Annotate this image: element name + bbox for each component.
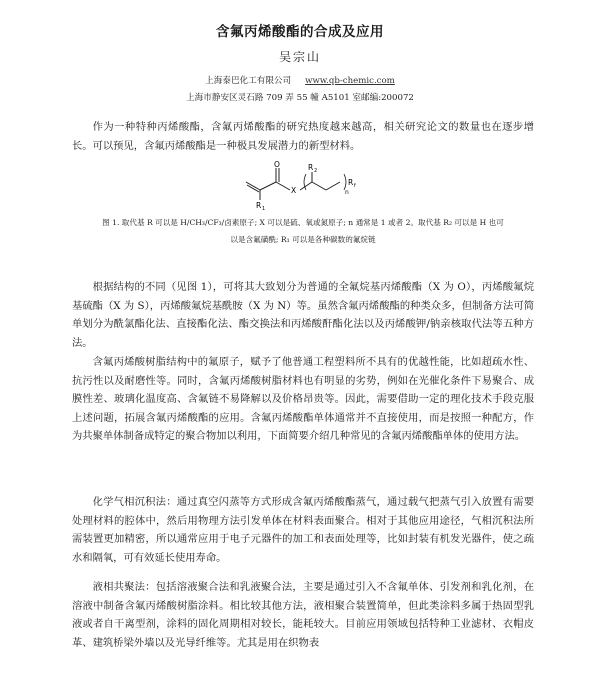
- liquid-heading: 液相共聚法：: [92, 581, 156, 593]
- caption-line-2: 以是含氟磺酰; R₁ 可以是各种碳数的氟烷链: [230, 235, 376, 244]
- n-subscript: n: [345, 189, 349, 196]
- rf-subscript: f: [354, 183, 356, 189]
- cvd-heading: 化学气相沉积法：: [92, 496, 177, 508]
- cvd-text: 通过真空闪蒸等方式形成含氟丙烯酸酯蒸气，通过载气把蒸气引入放置有需要处理材料的腔体中，然后用物理方法引发单体在材料表面聚合。相对于其他应用途径，气相沉积法所需装置更加精密，所以通常应用于电子元器件的加工和表面处理等，比如封装有机发光器件，使之疏水和隔氧，可有效延长使用寿命。: [72, 496, 535, 564]
- figure-caption: [72, 214, 534, 248]
- body-paragraph-properties: 含氟丙烯酸树脂结构中的氟原子，赋予了他普通工程塑料所不具有的优越性能，比如超疏水性、抗污性以及耐磨性等。同时，含氟丙烯酸树脂材料也有明显的劣势，例如在光催化条件下易聚合、成膜性差、玻璃化温度高、含氟链不易降解以及价格昂贵等。因此，需要借助一定的理化技术手段克服上述问题，拓展含氟丙烯酸酯的应用。含氟丙烯酸酯单体通常并不直接使用，而是按照一种配方，作为共聚单体制备成特定的聚合物加以利用，下面简要介绍几种常见的含氟丙烯酸酯单体的使用方法。: [72, 356, 534, 443]
- intro-paragraph: 作为一种特种丙烯酸酯，含氟丙烯酸酯的研究热度越来越高，相关研究论文的数量也在逐步增长。可以预见，含氟丙烯酸酯是一种极具发展潜力的新型材料。: [72, 121, 534, 152]
- body-paragraph-liquid: [72, 578, 534, 652]
- caption-line-1: 图 1. 取代基 R 可以是 H/CH₃/CF₃/卤素原子; X 可以是硫、氧或氮原子; n 通常是 1 或者 2。取代基 R₂ 可以是 H 也可: [102, 218, 504, 227]
- rf-label: R: [348, 178, 354, 187]
- affiliation-line: [0, 74, 600, 86]
- website-link[interactable]: www.qb-chemic.com: [305, 76, 395, 86]
- body-paragraph-structure: 根据结构的不同（见图 1），可将其大致划分为普通的全氟烷基丙烯酸酯（X 为 O），丙烯酸氟烷基硫酯（X 为 S），丙烯酸氟烷基酰胺（X 为 N）等。虽然含氟丙烯酸酯的种类众多，但制备方法可简单划分为酰氯酯化法、直接酯化法、酯交换法和丙烯酸酐酯化法以及丙烯酸钾/钠亲核取代法等五种方法。: [72, 281, 534, 349]
- r2-subscript: 2: [314, 168, 318, 174]
- liquid-text: 包括溶液聚合法和乳液聚合法，主要是通过引入不含氟单体、引发剂和乳化剂，在溶液中制备含氟丙烯酸树脂涂料。相比较其他方法，液相聚合装置简单，但此类涂料多属于热固型乳液或者自干离型剂，涂料的固化周期相对较长，能耗较大。目前应用领域包括特种工业滤材、衣帽皮革、建筑桥梁外墙以及光导纤维等。尤其是用在织物表: [72, 581, 535, 649]
- chemical-structure-figure: [240, 160, 380, 210]
- r2-label: R: [308, 163, 314, 172]
- r1-subscript: 1: [262, 206, 266, 210]
- company-name: 上海泰巴化工有限公司: [205, 76, 292, 86]
- r1-label: R: [256, 201, 262, 210]
- paper-title: 含氟丙烯酸酯的合成及应用: [216, 24, 384, 40]
- address-line: 上海市静安区灵石路 709 弄 55 幢 A5101 室邮编:200072: [186, 93, 414, 103]
- author-name: 吴宗山: [278, 50, 321, 64]
- oxygen-label: O: [274, 160, 280, 169]
- body-paragraph-cvd: [72, 493, 534, 567]
- x-atom-label: X: [291, 186, 297, 195]
